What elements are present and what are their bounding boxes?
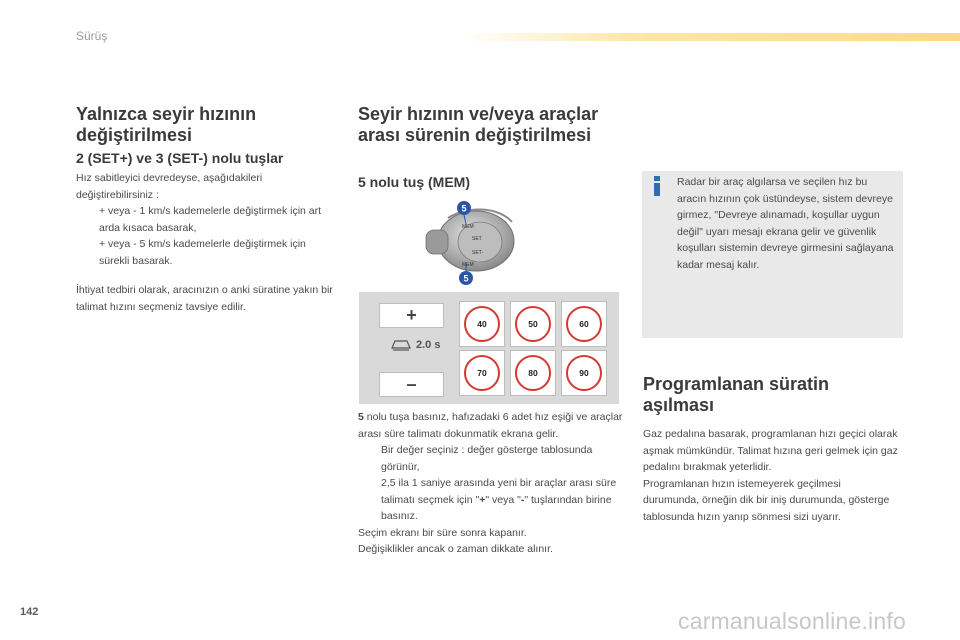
- stalk-graphic: [418, 196, 532, 286]
- speed-sign-50[interactable]: [510, 301, 556, 347]
- info-icon: [651, 176, 663, 196]
- bullet-marker: [358, 475, 381, 525]
- callout-number-top: 5: [461, 203, 467, 214]
- left-body: [76, 170, 334, 315]
- middle-paragraph-text: nolu tuşa basınız, hafızadaki 6 adet hız eşiği ve araçlar arası süre talimatı dokunmatik ekrana gelir.: [358, 411, 623, 440]
- timer-value: 2.0 s: [416, 339, 441, 351]
- left-subtitle: 2 (SET+) ve 3 (SET-) nolu tuşlar: [76, 150, 284, 166]
- inter-vehicle-time: [391, 338, 440, 352]
- middle-bullet-2: [358, 475, 623, 525]
- speed-limit-icon: 80: [515, 355, 551, 391]
- middle-after-2: Değişiklikler ancak o zaman dikkate alınır.: [358, 543, 553, 555]
- stalk-label-set: SET: [472, 236, 482, 242]
- middle-body: [358, 409, 623, 558]
- bullet-text: + veya - 1 km/s kademelerle değiştirmek için art arda kısaca basarak,: [99, 205, 322, 234]
- stalk-label-mem: MEM: [462, 224, 474, 230]
- plus-button[interactable]: +: [379, 303, 444, 328]
- bullet-text: + veya - 5 km/s kademelerle değiştirmek için sürekli basarak.: [99, 238, 306, 267]
- middle-title: Seyir hızının ve/veya araçlar arası sürenin değiştirilmesi: [358, 104, 599, 145]
- key-number: 5: [358, 411, 364, 423]
- stalk-label-set-minus: SET-: [472, 250, 484, 256]
- speed-sign-40[interactable]: [459, 301, 505, 347]
- speed-limit-icon: 50: [515, 306, 551, 342]
- minus-button[interactable]: –: [379, 372, 444, 397]
- speed-sign-70[interactable]: [459, 350, 505, 396]
- left-bullet-1: [76, 203, 334, 236]
- bullet-marker: [76, 203, 99, 236]
- callout-number-bottom: 5: [463, 273, 469, 284]
- info-text: Radar bir araç algılarsa ve seçilen hız bu aracın hızının çok üstündeyse, sistem devreye girmez, "Devreye alınamadı, koşullar uygun değil" uyarı mesajı ekrana gelir ve güvenlik koşulları sistemin devreye girmesini sağlayana kadar mesaj kalır.: [677, 176, 894, 271]
- bullet-text: Bir değer seçiniz : değer gösterge tablosunda görünür,: [381, 444, 593, 473]
- left-note: İhtiyat tedbiri olarak, aracınızın o anki süratine yakın bir talimat hızını seçmeniz tavsiye edilir.: [76, 284, 333, 313]
- watermark: carmanualsonline.info: [678, 608, 906, 634]
- left-bullet-2: [76, 236, 334, 269]
- right-body: [643, 426, 898, 525]
- car-distance-icon: [391, 338, 411, 352]
- speed-sign-80[interactable]: [510, 350, 556, 396]
- middle-after-1: Seçim ekranı bir süre sonra kapanır.: [358, 526, 527, 539]
- speed-sign-90[interactable]: [561, 350, 607, 396]
- section-title: Sürüş: [76, 29, 108, 43]
- middle-paragraph: [358, 409, 623, 442]
- middle-bullet-1: [358, 442, 623, 475]
- speed-limit-icon: 90: [566, 355, 602, 391]
- speed-limit-icon: 40: [464, 306, 500, 342]
- bullet-text: 2,5 ila 1 saniye arasında yeni bir araçlar arası süre talimatı seçmek için "+" veya "-" tuşlarından birine basınız.: [381, 477, 617, 522]
- stalk-label-mem-bottom: MEM: [462, 262, 474, 268]
- left-title: Yalnızca seyir hızının değiştirilmesi: [76, 104, 257, 145]
- left-intro: Hız sabitleyici devredeyse, aşağıdakileri değiştirebilirsiniz :: [76, 172, 263, 201]
- speed-sign-60[interactable]: [561, 301, 607, 347]
- speed-limit-icon: 60: [566, 306, 602, 342]
- right-paragraph-2: Programlanan hızın istemeyerek geçilmesi durumunda, örneğin dik bir iniş durumunda, gösterge tablosunda hızın yanıp sönmesi sizi uyarır.: [643, 477, 890, 523]
- header-accent-bar: [460, 33, 960, 41]
- right-paragraph-1: Gaz pedalına basarak, programlanan hızı geçici olarak aşmak mümkündür. Talimat hızına geri gelmek için gaz pedalını bırakmak yeterlidir.: [643, 428, 898, 473]
- page-number: 142: [20, 606, 39, 618]
- bullet-marker: [358, 442, 381, 475]
- bullet-marker: [76, 236, 99, 269]
- speed-limit-icon: 70: [464, 355, 500, 391]
- speed-selection-panel: [359, 292, 619, 404]
- stalk-illustration: [418, 196, 532, 286]
- right-title: Programlanan süratin aşılması: [643, 374, 830, 415]
- middle-subtitle: 5 nolu tuş (MEM): [358, 174, 470, 190]
